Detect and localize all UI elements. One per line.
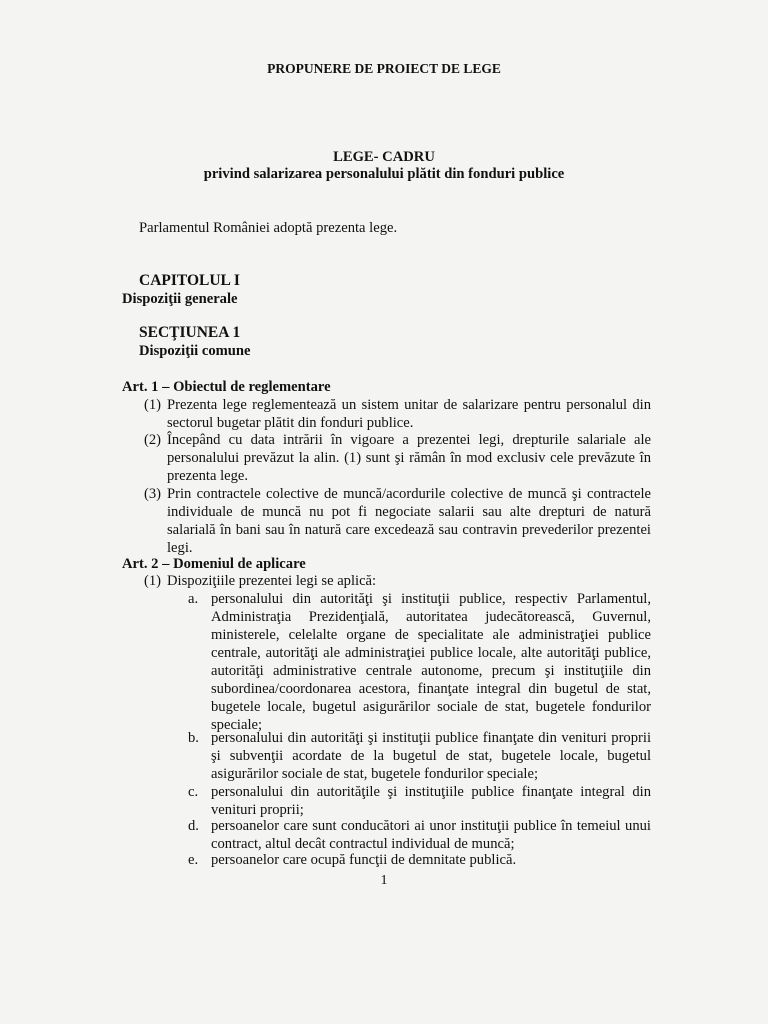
list-item-letter: e. [188, 852, 199, 868]
section-title: SECŢIUNEA 1 [139, 324, 241, 341]
article-1-paragraph-3: Prin contractele colective de muncă/acordurile colective de muncă şi contractele individuale de muncă nu pot fi negociate salarii sau alte drepturi de natură salarială în bani sau în natură care excedează sau contravin prevederilor prezentei legi. [167, 486, 651, 556]
article-2-item-e: persoanelor care ocupă funcţii de demnitate publică. [211, 852, 517, 868]
paragraph-number: (1) [144, 573, 162, 589]
list-item-letter: c. [188, 784, 199, 800]
article-2-item-d: persoanelor care sunt conducători ai unor instituţii publice în temeiul unui contract, altul decât contractul individual de muncă; [211, 818, 651, 852]
paragraph-number: (3) [144, 486, 162, 502]
article-2-item-b: personalului din autorităţi şi instituţii publice finanţate din venituri proprii şi subvenţii acordate de la bugetul de stat, bugetele locale, bugetul asigurărilor sociale de stat, bugetele fondurilor speciale; [211, 730, 651, 782]
list-item-letter: a. [188, 591, 199, 607]
law-subject-title: privind salarizarea personalului plătit din fonduri publice [203, 166, 565, 182]
paragraph-number: (2) [144, 432, 162, 448]
article-1-paragraph-1: Prezenta lege reglementează un sistem unitar de salarizare pentru personalul din sectorul bugetar plătit din fonduri publice. [167, 397, 651, 431]
section-subtitle: Dispoziţii comune [139, 343, 251, 359]
article-2-item-a: personalului din autorităţi şi instituţii publice, respectiv Parlamentul, Administraţia Prezidenţială, autoritatea judecătorească, Guvernul, ministerele, celelalte organe de specialitate ale administraţiei publice centrale, autorităţi ale administraţiei publice locale, alte autorităţi publice, autorităţi administrative centrale autonome, precum şi instituţiile din subordinea/coordonarea acestora, finanţate integral din bugetul de stat, bugetele locale, bugetul asigurărilor sociale de stat, bugetele fondurilor speciale; [211, 591, 651, 733]
article-2-heading: Art. 2 – Domeniul de aplicare [122, 556, 306, 572]
chapter-title: CAPITOLUL I [139, 272, 240, 289]
article-1-heading: Art. 1 – Obiectul de reglementare [122, 379, 331, 395]
chapter-subtitle: Dispoziţii generale [122, 291, 238, 307]
article-2-item-c: personalului din autorităţile şi instituţiile publice finanţate integral din venituri proprii; [211, 784, 651, 818]
law-type-title: LEGE- CADRU [333, 149, 435, 165]
article-1-paragraph-2: Începând cu data intrării în vigoare a prezentei legi, drepturile salariale ale personalului prevăzut la alin. (1) sunt şi rămân în mod exclusiv cele prevăzute în prezenta lege. [167, 432, 651, 484]
page-number: 1 [380, 873, 388, 888]
paragraph-number: (1) [144, 397, 162, 413]
proposal-title: PROPUNERE DE PROIECT DE LEGE [267, 61, 501, 76]
preamble: Parlamentul României adoptă prezenta lege. [139, 220, 398, 236]
list-item-letter: d. [188, 818, 199, 834]
article-2-intro: Dispoziţiile prezentei legi se aplică: [167, 573, 377, 589]
list-item-letter: b. [188, 730, 199, 746]
